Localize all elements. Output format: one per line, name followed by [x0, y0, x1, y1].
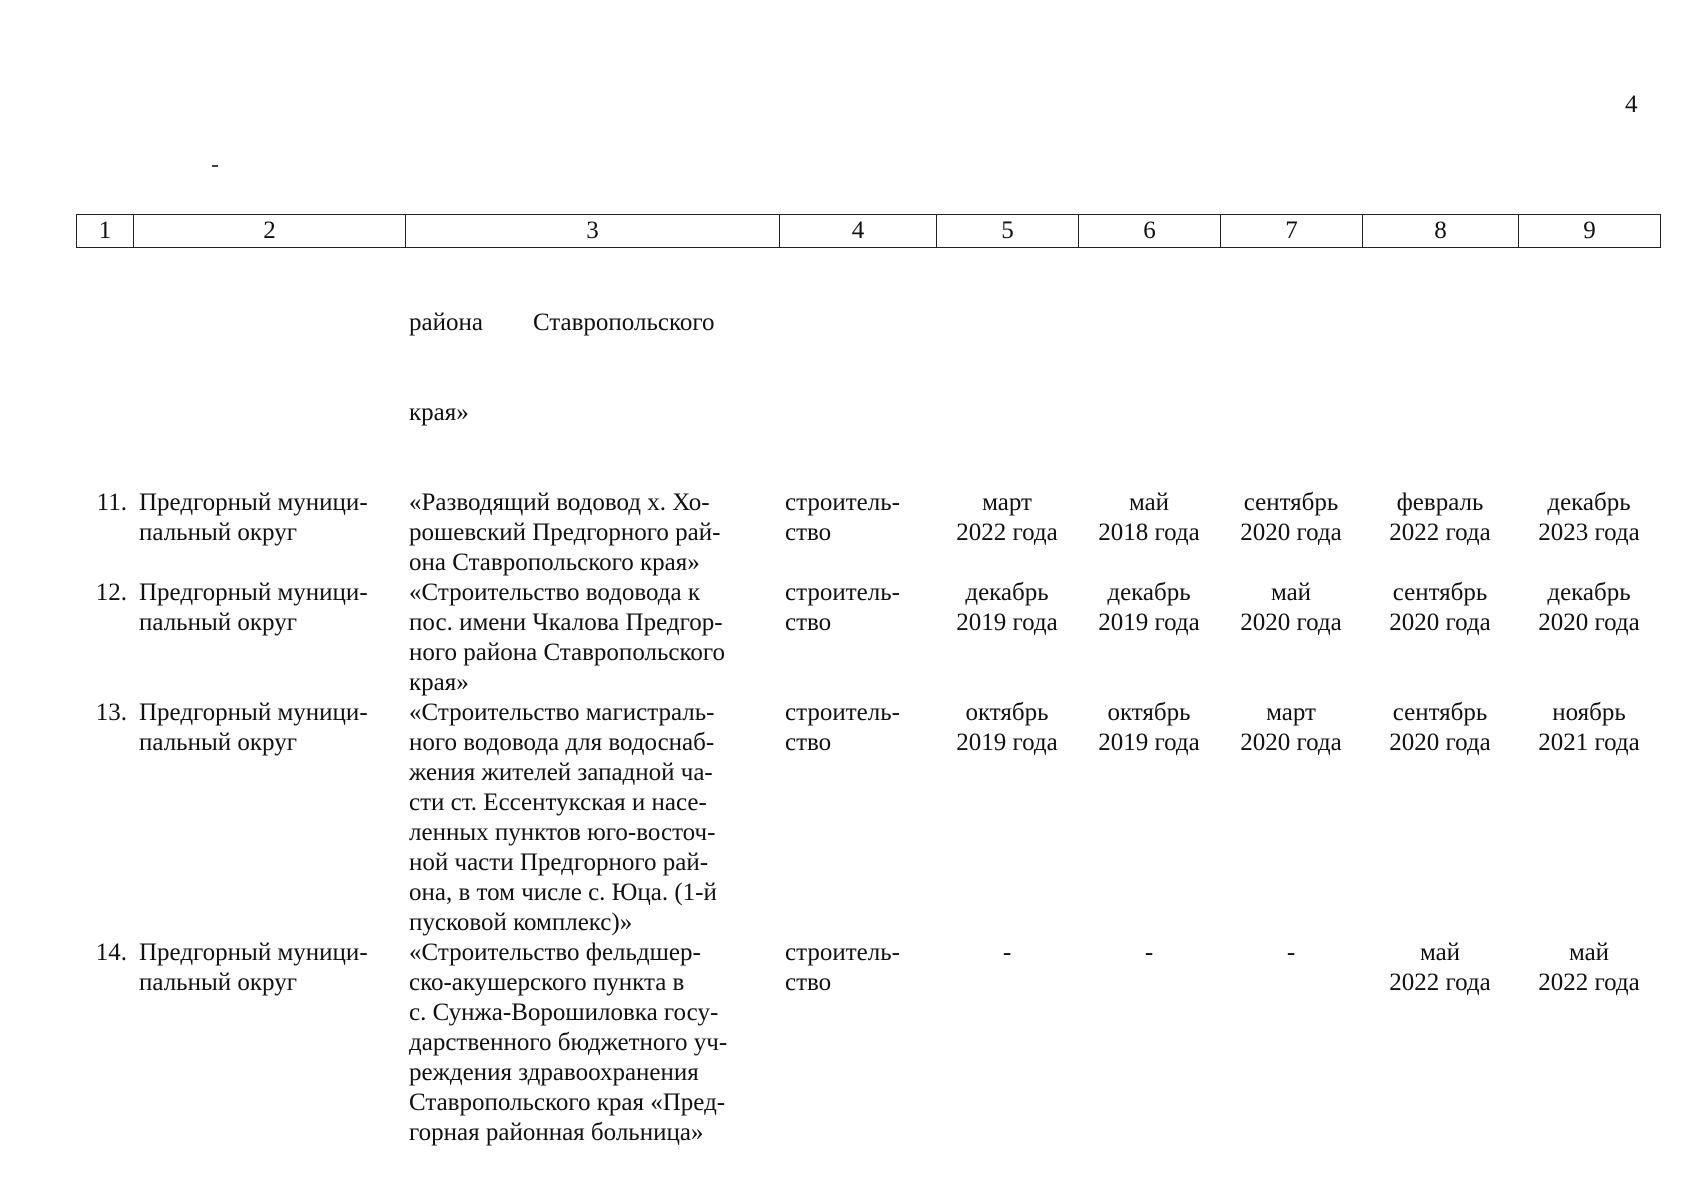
municipality-cell: [133, 578, 405, 698]
table-row: [76, 698, 1660, 938]
row-number: 14.: [95, 939, 127, 966]
object-line: «Строительство магистраль-: [409, 699, 715, 726]
row-number: 11.: [96, 489, 127, 516]
date-month: декабрь: [1107, 579, 1191, 606]
date-year: 2019 года: [956, 729, 1058, 756]
date-year: 2018 года: [1098, 519, 1200, 546]
work-type-line: ство: [785, 609, 832, 636]
work-type-cell: [779, 488, 936, 578]
table-row: [76, 938, 1660, 1148]
object-line: пусковой комплекс)»: [409, 909, 633, 936]
date-cell-9: [1518, 578, 1660, 698]
object-name-cell: [405, 488, 779, 578]
date-month: сентябрь: [1392, 699, 1488, 726]
object-line: дарственного бюджетного уч-: [409, 1029, 728, 1056]
work-type-line: ство: [785, 519, 832, 546]
municipality-cell: [133, 938, 405, 1148]
date-cell-6: [1078, 578, 1220, 698]
work-type-cell: [779, 938, 936, 1148]
date-cell-6: [1078, 938, 1220, 1148]
date-year: 2020 года: [1240, 729, 1342, 756]
date-cell-8: [1362, 938, 1518, 1148]
object-line: ско-акушерского пункта в: [409, 969, 685, 996]
date-month: май: [1568, 939, 1610, 966]
object-line: жения жителей западной ча-: [409, 759, 713, 786]
date-year: 2020 года: [1240, 519, 1342, 546]
date-year: 2022 года: [1538, 969, 1640, 996]
date-month: декабрь: [1547, 489, 1631, 516]
work-type-line: ство: [785, 729, 832, 756]
date-cell-5: [936, 488, 1078, 578]
date-month: ноябрь: [1552, 699, 1626, 726]
row-number: 13.: [95, 699, 127, 726]
work-type-line: строитель-: [785, 579, 900, 606]
header-cell-9: 9: [1519, 215, 1661, 248]
date-month: сентябрь: [1243, 489, 1339, 516]
date-cell-9: [1518, 698, 1660, 938]
object-line: сти ст. Ессентукская и насе-: [409, 789, 707, 816]
object-name-cell: [405, 578, 779, 698]
date-month: октябрь: [965, 699, 1049, 726]
work-type-line: ство: [785, 969, 832, 996]
date-month: март: [982, 489, 1032, 516]
object-line: ного водовода для водоснаб-: [409, 729, 715, 756]
municipality-line: Предгорный муници-: [139, 489, 368, 516]
municipality-line: Предгорный муници-: [139, 579, 368, 606]
date-cell-7: [1220, 938, 1362, 1148]
header-cell-3: 3: [406, 215, 780, 248]
object-line: ленных пунктов юго-восточ-: [409, 819, 716, 846]
date-cell-6: [1078, 698, 1220, 938]
object-line: реждения здравоохранения: [409, 1059, 699, 1086]
municipality-cell: [133, 698, 405, 938]
date-cell-8: [1362, 698, 1518, 938]
object-line: она, в том числе с. Юца. (1-й: [409, 879, 717, 906]
date-cell-5: [936, 578, 1078, 698]
row-number: 12.: [95, 579, 127, 606]
date-year: 2020 года: [1538, 609, 1640, 636]
object-line: горная районная больница»: [409, 1119, 704, 1146]
work-type-line: строитель-: [785, 939, 900, 966]
date-cell-7: [1220, 578, 1362, 698]
header-cell-8: 8: [1363, 215, 1519, 248]
date-year: 2020 года: [1389, 729, 1491, 756]
object-line: «Строительство водовода к: [409, 579, 701, 606]
header-row: [77, 215, 1661, 248]
municipality-line: пальный округ: [139, 519, 297, 546]
header-cell-1: 1: [77, 215, 134, 248]
object-line: «Разводящий водовод х. Хо-: [409, 489, 710, 516]
object-line: рошевский Предгорного рай-: [409, 519, 721, 546]
object-name-cell: [405, 938, 779, 1148]
object-line: «Строительство фельдшер-: [409, 939, 701, 966]
date-year: 2020 года: [1389, 609, 1491, 636]
header-cell-2: 2: [134, 215, 406, 248]
date-year: 2022 года: [1389, 969, 1491, 996]
municipality-line: Предгорный муници-: [139, 939, 368, 966]
municipality-cell: [133, 488, 405, 578]
date-month: май: [1270, 579, 1312, 606]
object-line: края»: [409, 399, 469, 426]
work-type-line: строитель-: [785, 489, 900, 516]
date-year: 2021 года: [1538, 729, 1640, 756]
date-cell-9: [1518, 488, 1660, 578]
column-number-header: [76, 214, 1661, 248]
page-number: 4: [1625, 91, 1638, 118]
table-row-continuation: [76, 248, 1660, 488]
date-month: декабрь: [1547, 579, 1631, 606]
table-row: [76, 578, 1660, 698]
municipality-line: пальный округ: [139, 729, 297, 756]
object-name-cell: [405, 698, 779, 938]
object-line: ной части Предгорного рай-: [409, 849, 709, 876]
date-month: май: [1419, 939, 1461, 966]
date-month: октябрь: [1107, 699, 1191, 726]
municipality-line: пальный округ: [139, 969, 297, 996]
date-cell-5: [936, 938, 1078, 1148]
object-line: пос. имени Чкалова Предгор-: [409, 609, 723, 636]
empty-date-dash: -: [1286, 939, 1296, 966]
object-name-cell: [405, 248, 779, 488]
date-cell-9: [1518, 938, 1660, 1148]
date-year: 2019 года: [1098, 609, 1200, 636]
date-year: 2019 года: [956, 609, 1058, 636]
scan-mark: [212, 165, 218, 167]
date-year: 2020 года: [1240, 609, 1342, 636]
municipality-line: Предгорный муници-: [139, 699, 368, 726]
date-cell-7: [1220, 698, 1362, 938]
work-type-cell: [779, 578, 936, 698]
date-month: февраль: [1396, 489, 1484, 516]
date-cell-8: [1362, 578, 1518, 698]
date-year: 2022 года: [956, 519, 1058, 546]
date-month: сентябрь: [1392, 579, 1488, 606]
work-type-line: строитель-: [785, 699, 900, 726]
empty-date-dash: -: [1002, 939, 1012, 966]
object-line: с. Сунжа-Ворошиловка госу-: [409, 999, 719, 1026]
date-cell-6: [1078, 488, 1220, 578]
objects-table: [76, 248, 1660, 1148]
date-month: март: [1266, 699, 1316, 726]
date-year: 2019 года: [1098, 729, 1200, 756]
empty-date-dash: -: [1144, 939, 1154, 966]
header-cell-4: 4: [780, 215, 937, 248]
object-line: она Ставропольского края»: [409, 549, 700, 576]
header-cell-7: 7: [1221, 215, 1363, 248]
date-year: 2022 года: [1389, 519, 1491, 546]
header-cell-6: 6: [1079, 215, 1221, 248]
date-cell-5: [936, 698, 1078, 938]
date-month: декабрь: [965, 579, 1049, 606]
object-line: района Ставропольского: [409, 309, 715, 336]
work-type-cell: [779, 698, 936, 938]
date-cell-8: [1362, 488, 1518, 578]
date-cell-7: [1220, 488, 1362, 578]
header-cell-5: 5: [937, 215, 1079, 248]
object-line: края»: [409, 669, 469, 696]
object-line: Ставропольского края «Пред-: [409, 1089, 726, 1116]
table-row: [76, 488, 1660, 578]
object-line: ного района Ставропольского: [409, 639, 725, 666]
date-year: 2023 года: [1538, 519, 1640, 546]
municipality-line: пальный округ: [139, 609, 297, 636]
date-month: май: [1128, 489, 1170, 516]
